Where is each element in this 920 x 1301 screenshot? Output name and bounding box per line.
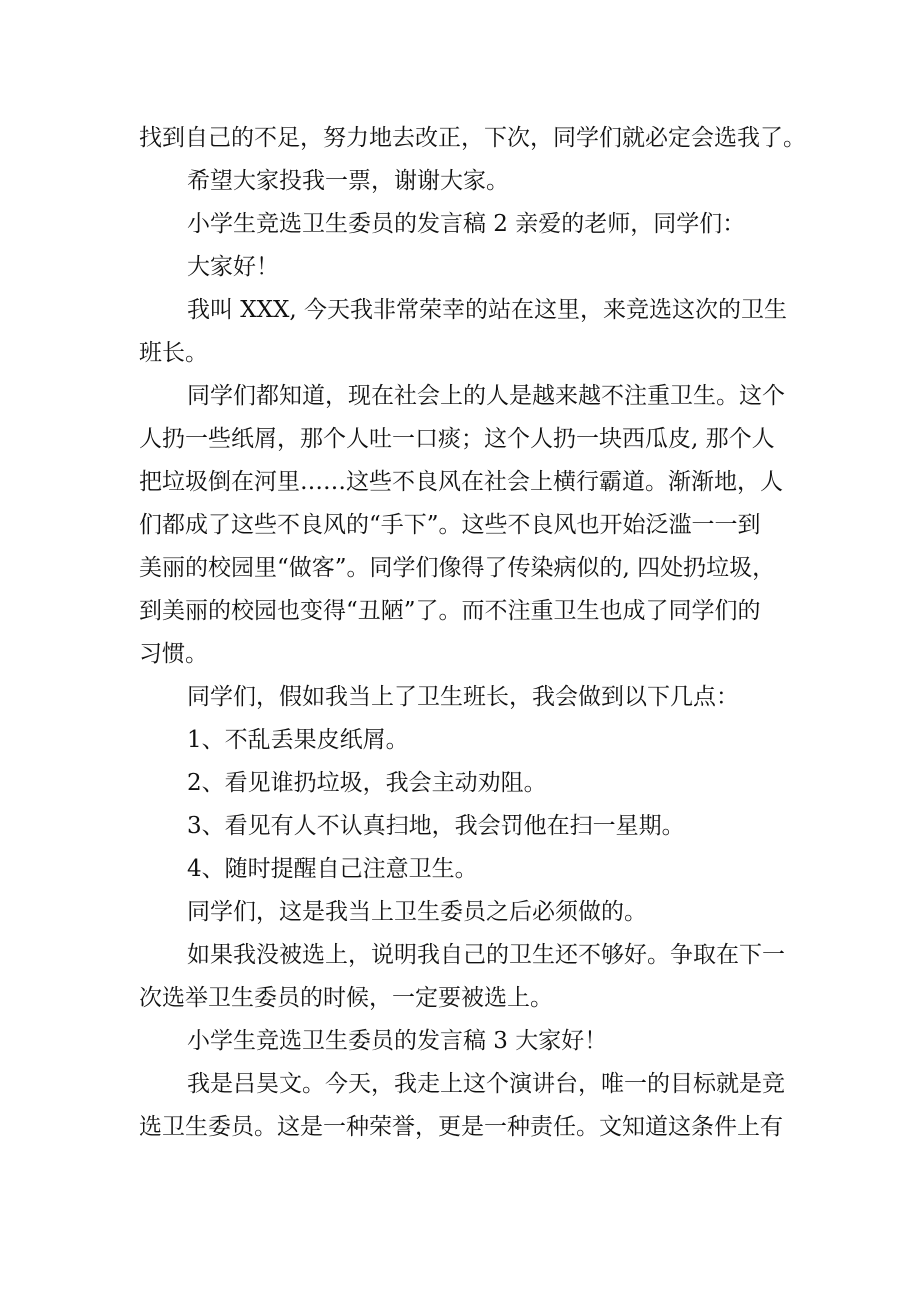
text-line: 1、不乱丢果皮纸屑。: [187, 727, 409, 753]
section-heading-2: [139, 203, 799, 246]
list-item: [139, 719, 799, 762]
text-line: 选卫生委员。这是一种荣誉，更是一种责任。文知道这条件上有: [139, 1114, 783, 1140]
text-line: 次选举卫生委员的时候，一定要被选上。: [139, 985, 553, 1011]
text-line: 4、随时提醒自己注意卫生。: [187, 856, 478, 882]
paragraph: [139, 934, 799, 1020]
text-line: 如果我没被选上，说明我自己的卫生还不够好。争取在下一: [187, 942, 785, 968]
paragraph: [139, 676, 799, 719]
paragraph: [139, 891, 799, 934]
paragraph: [139, 289, 799, 375]
text-line: 找到自己的不足，努力地去改正，下次，同学们就必定会选我了。: [139, 125, 806, 151]
document-body: [139, 117, 806, 1149]
text-line: 大家好！: [187, 254, 279, 280]
list-item: [139, 848, 799, 891]
text-line: 同学们都知道，现在社会上的人是越来越不注重卫生。这个: [187, 383, 785, 409]
text-line: 把垃圾倒在河里……这些不良风在社会上横行霸道。渐渐地，人: [139, 469, 783, 495]
text-line: 2、看见谁扔垃圾，我会主动劝阻。: [187, 770, 547, 796]
list-item: [139, 762, 799, 805]
list-item: [139, 805, 799, 848]
paragraph: [139, 375, 799, 676]
text-line: 同学们，假如我当上了卫生班长，我会做到以下几点：: [187, 684, 739, 710]
section-heading-3: [139, 1020, 799, 1063]
text-line: 同学们，这是我当上卫生委员之后必须做的。: [187, 899, 647, 925]
text-line: 小学生竞选卫生委员的发言稿 3 大家好！: [187, 1028, 608, 1054]
text-line: 我是吕昊文。今天，我走上这个演讲台，唯一的目标就是竞: [187, 1071, 785, 1097]
text-line: 小学生竞选卫生委员的发言稿 2 亲爱的老师，同学们：: [187, 211, 746, 237]
paragraph: [139, 1063, 799, 1149]
text-line: 班长。: [139, 340, 208, 366]
text-line: 到美丽的校园也变得“丑陋”了。而不注重卫生也成了同学们的: [139, 598, 761, 624]
paragraph: [139, 117, 806, 160]
text-line: 希望大家投我一票，谢谢大家。: [187, 168, 509, 194]
text-line: 我叫 XXX, 今天我非常荣幸的站在这里，来竞选这次的卫生: [187, 297, 788, 323]
paragraph: [139, 246, 799, 289]
text-line: 人扔一些纸屑，那个人吐一口痰；这个人扔一块西瓜皮, 那个人: [139, 426, 775, 452]
text-line: 习惯。: [139, 641, 208, 667]
text-line: 3、看见有人不认真扫地，我会罚他在扫一星期。: [187, 813, 685, 839]
text-line: 们都成了这些不良风的“手下”。这些不良风也开始泛滥一一到: [139, 512, 761, 538]
paragraph: [139, 160, 799, 203]
text-line: 美丽的校园里“做客”。同学们像得了传染病似的, 四处扔垃圾，: [139, 555, 776, 581]
